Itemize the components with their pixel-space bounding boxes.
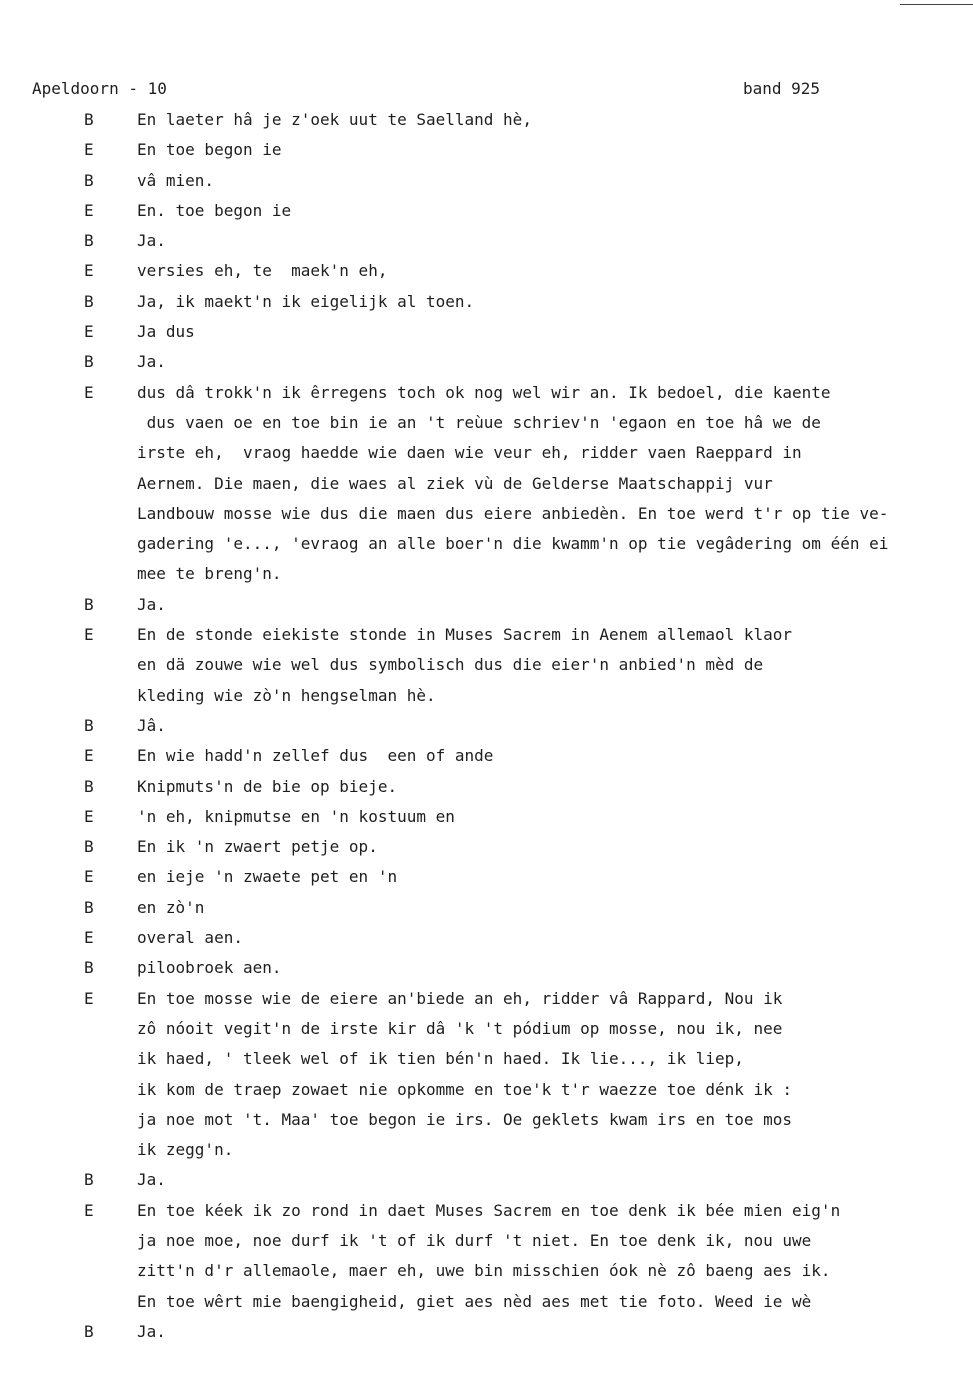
speaker-label: E: [84, 988, 94, 1008]
transcript-line: [0, 105, 973, 135]
speaker-label: E: [84, 746, 94, 766]
transcript-line: [0, 317, 973, 347]
utterance-text: 'n eh, knipmutse en 'n kostuum en: [137, 806, 455, 826]
utterance-text: overal aen.: [137, 928, 243, 948]
speaker-label: E: [84, 806, 94, 826]
utterance-text: En laeter hâ je z'oek uut te Saelland hè,: [137, 110, 532, 129]
speaker-label: E: [84, 261, 94, 281]
utterance-text: En wie hadd'n zellef dus een of ande: [137, 746, 494, 766]
utterance-text: En toe kéek ik zo rond in daet Muses Sacrem en toe denk ik bée mien eig'n: [137, 1200, 841, 1220]
speaker-label: E: [84, 382, 94, 402]
transcript-line: [0, 408, 973, 438]
utterance-text: Knipmuts'n de bie op bieje.: [137, 776, 398, 796]
transcript-line: [0, 1196, 973, 1226]
transcript-line: [0, 1135, 973, 1165]
speaker-label: B: [84, 170, 94, 190]
utterance-text: Ja, ik maekt'n ik eigelijk al toen.: [137, 291, 475, 311]
utterance-text: Ja dus: [137, 322, 195, 342]
utterance-text: en zò'n: [137, 897, 205, 917]
utterance-text: en ieje 'n zwaete pet en 'n: [137, 867, 398, 887]
speaker-label: B: [84, 1321, 94, 1341]
transcript-line: [0, 772, 973, 802]
utterance-text: Ja.: [137, 352, 166, 372]
speaker-label: E: [84, 140, 94, 160]
transcript-line: [0, 893, 973, 923]
page-header: [32, 76, 832, 102]
utterance-text: dus vaen oe en toe bin ie an 't reùue schriev'n 'egaon en toe hâ we de: [137, 412, 821, 432]
utterance-text: ik kom de traep zowaet nie opkomme en toe'k t'r waezze toe dénk ik :: [137, 1079, 793, 1099]
utterance-text: ik haed, ' tleek wel of ik tien bén'n haed. Ik lie..., ik liep,: [137, 1049, 744, 1069]
transcript-line: [0, 590, 973, 620]
utterance-text: Aernem. Die maen, die waes al ziek vù de Gelderse Maatschappij vur: [137, 473, 773, 493]
transcript-line: [0, 620, 973, 650]
transcript-line: [0, 741, 973, 771]
transcript-line: [0, 135, 973, 165]
transcript-line: [0, 923, 973, 953]
transcript-line: [0, 1226, 973, 1256]
utterance-text: mee te breng'n.: [137, 564, 282, 584]
transcript-line: [0, 984, 973, 1014]
utterance-text: zô nóoit vegit'n de irste kir dâ 'k 't pódium op mosse, nou ik, nee: [137, 1018, 783, 1038]
transcript-line: [0, 1165, 973, 1195]
speaker-label: B: [84, 897, 94, 917]
transcript-line: [0, 862, 973, 892]
utterance-text: ja noe mot 't. Maa' toe begon ie irs. Oe geklets kwam irs en toe mos: [137, 1109, 793, 1129]
utterance-text: En de stonde eiekiste stonde in Muses Sacrem in Aenem allemaol klaor: [137, 625, 793, 645]
utterance-text: En. toe begon ie: [137, 200, 292, 220]
speaker-label: B: [84, 352, 94, 372]
speaker-label: E: [84, 200, 94, 220]
utterance-text: Ja.: [137, 231, 166, 251]
utterance-text: piloobroek aen.: [137, 958, 282, 978]
transcript-line: [0, 802, 973, 832]
utterance-text: Ja.: [137, 1170, 166, 1190]
utterance-text: Landbouw mosse wie dus die maen dus eiere anbiedèn. En toe werd t'r op tie ve-: [137, 503, 889, 523]
utterance-text: dus dâ trokk'n ik êrregens toch ok nog wel wir an. Ik bedoel, die kaente: [137, 382, 831, 402]
utterance-text: irste eh, vraog haedde wie daen wie veur eh, ridder vaen Raeppard in: [137, 443, 802, 463]
transcript-line: [0, 1075, 973, 1105]
transcript-line: [0, 1256, 973, 1286]
utterance-text: ik zegg'n.: [137, 1140, 234, 1160]
speaker-label: B: [84, 1170, 94, 1190]
transcript-line: [0, 226, 973, 256]
transcript-line: [0, 650, 973, 680]
transcript-line: [0, 1014, 973, 1044]
transcript-line: [0, 347, 973, 377]
transcript-line: [0, 256, 973, 286]
utterance-text: gadering 'e..., 'evraog an alle boer'n die kwamm'n op tie vegâdering om één ei: [137, 534, 889, 554]
transcript-line: [0, 1044, 973, 1074]
transcript-line: [0, 469, 973, 499]
transcript-line: [0, 711, 973, 741]
transcript-line: [0, 499, 973, 529]
transcript-line: [0, 681, 973, 711]
transcript-line: [0, 559, 973, 589]
transcript-line: [0, 832, 973, 862]
utterance-text: Ja.: [137, 1321, 166, 1341]
utterance-text: En ik 'n zwaert petje op.: [137, 837, 378, 857]
transcript-line: [0, 166, 973, 196]
header-tape-number: band 925: [743, 79, 821, 98]
edge-line: [900, 4, 973, 5]
transcript-line: [0, 196, 973, 226]
utterance-text: en dä zouwe wie wel dus symbolisch dus die eier'n anbied'n mèd de: [137, 655, 764, 675]
speaker-label: B: [84, 231, 94, 251]
transcript-line: [0, 438, 973, 468]
speaker-label: E: [84, 1200, 94, 1220]
speaker-label: E: [84, 625, 94, 645]
transcript-line: [0, 287, 973, 317]
speaker-label: B: [84, 594, 94, 614]
utterance-text: Ja.: [137, 594, 166, 614]
speaker-label: B: [84, 291, 94, 311]
speaker-label: B: [84, 776, 94, 796]
speaker-label: B: [84, 837, 94, 857]
speaker-label: E: [84, 867, 94, 887]
utterance-text: En toe wêrt mie baengigheid, giet aes nèd aes met tie foto. Weed ie wè: [137, 1291, 812, 1311]
speaker-label: B: [84, 715, 94, 735]
utterance-text: Jâ.: [137, 715, 166, 735]
speaker-label: B: [84, 110, 94, 129]
transcript-line: [0, 1287, 973, 1317]
transcript-line: [0, 953, 973, 983]
utterance-text: versies eh, te maek'n eh,: [137, 261, 388, 281]
utterance-text: vâ mien.: [137, 170, 215, 190]
utterance-text: kleding wie zò'n hengselman hè.: [137, 685, 436, 705]
utterance-text: ja noe moe, noe durf ik 't of ik durf 't niet. En toe denk ik, nou uwe: [137, 1230, 812, 1250]
speaker-label: E: [84, 928, 94, 948]
speaker-label: E: [84, 322, 94, 342]
transcript-line: [0, 378, 973, 408]
transcript-line: [0, 529, 973, 559]
header-location: Apeldoorn - 10: [32, 79, 167, 98]
transcript-line: [0, 1105, 973, 1135]
speaker-label: B: [84, 958, 94, 978]
utterance-text: En toe begon ie: [137, 140, 282, 160]
transcript-line: [0, 1317, 973, 1347]
utterance-text: En toe mosse wie de eiere an'biede an eh, ridder vâ Rappard, Nou ik: [137, 988, 783, 1008]
utterance-text: zitt'n d'r allemaole, maer eh, uwe bin misschien óok nè zô baeng aes ik.: [137, 1261, 831, 1281]
transcript-body: [0, 105, 973, 1347]
